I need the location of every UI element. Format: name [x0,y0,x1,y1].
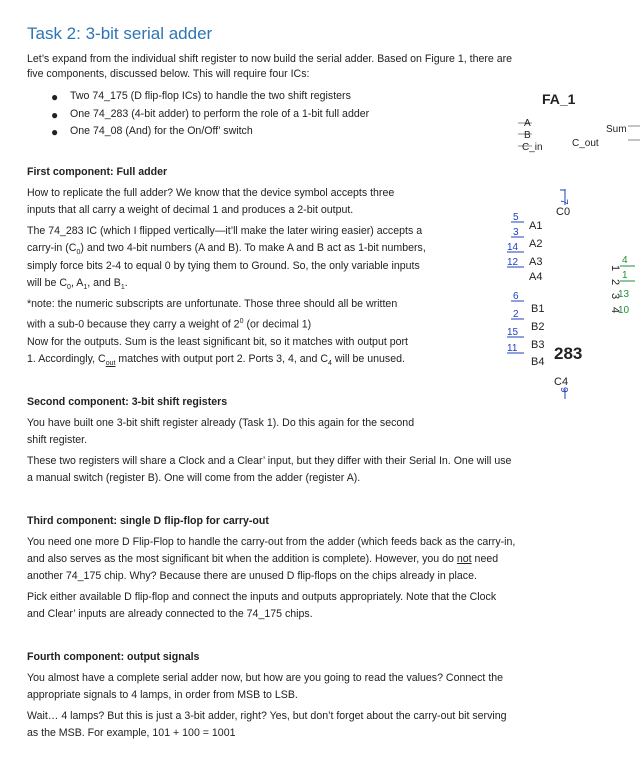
section-heading-shift-registers: Second component: 3-bit shift registers [27,396,228,408]
pin-number: 5 [513,212,519,223]
pin-number: 6 [513,291,519,302]
output-pin-number: 4 [622,255,628,266]
paragraph-line: shift register. [27,434,88,446]
intro-line-2: five components, discussed below. This will require four ICs: [27,68,310,80]
paragraph-line: as the MSB. For example, 101 + 100 = 1001 [27,727,236,739]
paragraph-line: simply force bits 2-4 to equal 0 by tying them to Ground. So, the only variable inputs [27,260,420,272]
section-heading-full-adder: First component: Full adder [27,166,168,178]
ic-list-text: One 74_283 (4-bit adder) to perform the role of a 1-bit full adder [70,108,370,120]
note-line: with a sub-0 because they carry a weight of $2^0$ (or decimal 1) [27,318,312,331]
pin-label: A1 [529,220,543,232]
paragraph-line: You almost have a complete serial adder now, but how are you going to read the values? Connect the [27,672,504,684]
paragraph-line: Wait… 4 lamps? But this is just a 3-bit adder, right? Yes, but don’t forget about the carry-out bit serving [27,710,507,722]
paragraph-line: These two registers will share a Clock and a Clear’ input, but they differ with their Serial In. One will use [27,455,512,467]
pin-label: B1 [531,303,545,315]
output-pin-label: 4 [609,307,621,314]
output-pin-number: 13 [618,289,630,300]
fa-name: FA_1 [542,91,576,107]
output-pin-number: 10 [618,305,630,316]
paragraph-line: The 74_283 IC (which I flipped vertically—it’ll make the later wiring easier) accepts a [27,225,423,237]
pin-number: 11 [507,343,518,354]
pin-label: A4 [529,271,543,283]
paragraph-line: a manual switch (register B). One will come from the adder (register A). [27,472,361,484]
bottom-pin-number: 9 [558,387,569,393]
ic-list-item [51,108,370,122]
pin-number: 15 [507,327,519,338]
paragraph-line: will be $C_0$, $A_1$, and $B_1$. [27,277,128,292]
fa-input-cin: C_in [522,142,543,153]
bottom-pin-label: C4 [554,376,569,388]
paragraph-line: 1. Accordingly, $C_{out}$ matches with output port 2. Ports 3, 4, and $C_4$ will be unused. [27,353,405,368]
paragraph-line: appropriate signals to 4 lamps, in order from MSB to LSB. [27,689,298,701]
paragraph-line: inputs that all carry a weight of decimal 1 and produces a 2-bit output. [27,204,354,216]
pin-label: A3 [529,256,543,268]
bullet-icon: ● [51,125,59,139]
intro-line-1: Let’s expand from the individual shift register to now build the serial adder. Based on Figure 1, there are [27,53,513,65]
full-adder-symbol [510,85,640,165]
pin-label: B4 [531,356,545,368]
pin-label: A2 [529,238,543,250]
paragraph-line: Pick either available D flip-flop and connect the inputs and outputs appropriately. Note that the Clock [27,591,497,603]
note-line: *note: the numeric subscripts are unfortunate. Those three should all be written [27,298,398,310]
output-pin-label: 2 [609,279,621,286]
ic-name: 283 [554,344,583,363]
section-heading-output-signals: Fourth component: output signals [27,651,200,663]
fa-output-cout: C_out [572,138,599,149]
bullet-icon: ● [51,90,59,104]
ic-list-text: Two 74_175 (D flip-flop ICs) to handle the two shift registers [70,90,351,102]
paragraph-line: How to replicate the full adder? We know that the device symbol accepts three [27,187,395,199]
fa-input-a: A [524,118,531,129]
paragraph-line: carry-in $(C_0)$ and two 4-bit numbers (A and B). To make A and B act as 1-bit numbers, [27,242,426,257]
paragraph-line: another 74_175 chip. Why? Because there are unused D flip-flops on the chips already in place. [27,570,477,582]
paragraph-line: You need one more D Flip-Flop to handle the carry-out from the adder (which feeds back as the carry-in, [27,536,516,548]
bullet-icon: ● [51,108,59,122]
page-title: Task 2: 3-bit serial adder [27,24,213,43]
output-pin-number: 1 [622,270,628,281]
pin-number: 14 [507,242,519,253]
ic-list-item [51,90,351,104]
ic-list-text: One 74_08 (And) for the On/Off’ switch [70,125,253,137]
top-pin-number: 7 [558,199,569,205]
pin-label: B3 [531,339,545,351]
paragraph-line: and Clear’ inputs are already connected to the 74_175 chips. [27,608,313,620]
section-heading-carry-flipflop: Third component: single D flip-flop for carry-out [27,515,269,527]
fa-input-b: B [524,130,531,141]
top-pin-label: C0 [556,206,571,218]
paragraph-line: Now for the outputs. Sum is the least significant bit, so it matches with output port [27,336,408,348]
output-pin-label: 3 [609,293,621,300]
pin-number: 12 [507,257,519,268]
paragraph-line: and also serves as the most significant bit when the addition is complete). However, you do not need [27,553,499,565]
pin-label: B2 [531,321,545,333]
paragraph-line: You have built one 3-bit shift register already (Task 1). Do this again for the second [27,417,415,429]
pin-number: 3 [513,227,519,238]
ic-list-item [51,125,253,139]
ic-283-symbol [498,185,643,405]
output-pin-label: 1 [609,265,621,272]
pin-number: 2 [513,309,519,320]
fa-output-sum: Sum [606,124,627,135]
